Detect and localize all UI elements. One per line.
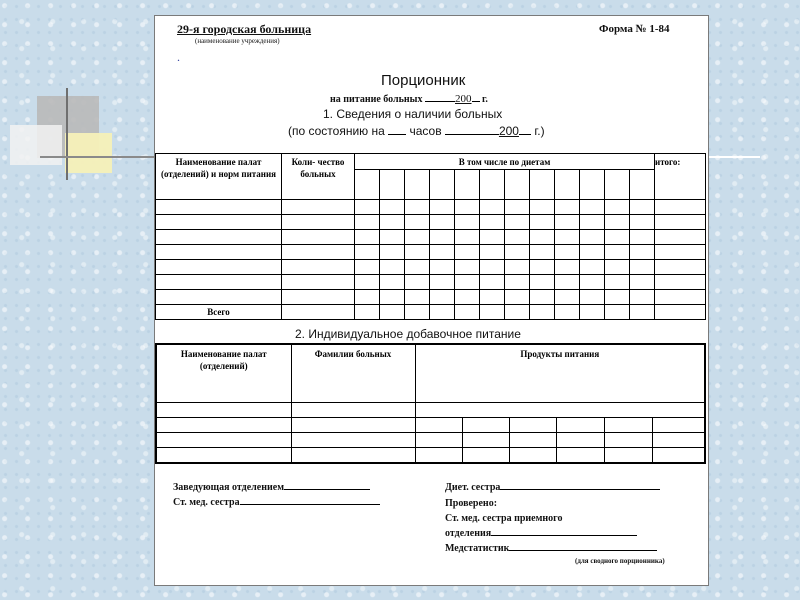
supplementary-table <box>155 343 706 464</box>
table-cell <box>505 215 530 230</box>
table-cell <box>555 260 580 275</box>
total-cell <box>455 305 480 320</box>
table-cell <box>580 260 605 275</box>
total-cell <box>430 305 455 320</box>
head-of-dept-label: Заведующая отделением <box>173 482 285 493</box>
table-row <box>156 402 705 417</box>
table-cell <box>530 290 555 305</box>
table-row <box>156 290 706 305</box>
table-cell <box>156 432 291 447</box>
table-cell <box>380 245 405 260</box>
table-cell <box>604 432 652 447</box>
total-cell <box>355 305 380 320</box>
table-cell <box>380 260 405 275</box>
institution-caption: (наименование учреждения) <box>195 37 280 45</box>
table-cell <box>405 260 430 275</box>
table-cell <box>652 447 705 463</box>
total-cell <box>555 305 580 320</box>
form-sheet <box>154 15 709 586</box>
table-cell <box>630 290 655 305</box>
table-cell <box>605 290 630 305</box>
section1-status <box>288 124 545 138</box>
head-nurse-label: Ст. мед. сестра <box>173 497 240 508</box>
decor-square-yellow <box>65 133 112 173</box>
total-cell <box>282 305 355 320</box>
table-cell <box>430 245 455 260</box>
table-cell <box>282 275 355 290</box>
subtitle-blank <box>425 101 455 102</box>
dot-mark: . <box>177 50 180 64</box>
table-cell <box>505 260 530 275</box>
table-cell <box>282 290 355 305</box>
table-cell <box>282 200 355 215</box>
decor-vertical-line <box>66 88 68 180</box>
table-cell <box>652 417 705 432</box>
diet-cell <box>530 170 555 200</box>
table-cell <box>156 215 282 230</box>
table1-body <box>156 200 706 305</box>
table-row <box>156 432 705 447</box>
table-cell <box>462 447 509 463</box>
table-row <box>156 245 706 260</box>
table-cell <box>556 447 604 463</box>
diet-cell <box>430 170 455 200</box>
table-cell <box>555 215 580 230</box>
status-time-blank <box>445 134 499 135</box>
subtitle-year-blank <box>472 101 480 102</box>
table-cell <box>355 260 380 275</box>
table-cell <box>556 432 604 447</box>
table-cell <box>655 245 706 260</box>
statistician-label: Медстатистик <box>445 543 510 554</box>
total-cell <box>480 305 505 320</box>
table-cell <box>462 432 509 447</box>
diet-cell <box>555 170 580 200</box>
total-cell <box>655 305 706 320</box>
table-cell <box>630 215 655 230</box>
table-cell <box>655 290 706 305</box>
total-cell <box>380 305 405 320</box>
t2-col-products-header: Продукты питания <box>415 344 705 402</box>
admission-dept-line <box>491 535 637 536</box>
table-cell <box>605 275 630 290</box>
table-cell <box>405 245 430 260</box>
table-cell <box>455 260 480 275</box>
table-row <box>156 215 706 230</box>
diet-nurse-line <box>500 489 660 490</box>
table-cell <box>530 260 555 275</box>
table-cell <box>509 432 556 447</box>
institution-name: 29-я городская больница <box>177 22 312 36</box>
sig-admission-dept <box>445 528 637 539</box>
total-cell <box>630 305 655 320</box>
status-suffix: г.) <box>534 124 545 138</box>
subtitle-suffix: г. <box>482 94 488 105</box>
total-cell <box>605 305 630 320</box>
table-cell <box>605 245 630 260</box>
table-cell <box>415 432 462 447</box>
sig-statistician <box>445 543 657 554</box>
sig-diet-nurse <box>445 482 660 493</box>
table-cell <box>430 215 455 230</box>
table-cell <box>156 290 282 305</box>
table-row <box>156 230 706 245</box>
status-year: 200 <box>498 124 519 138</box>
status-hours: часов <box>409 124 442 138</box>
col-name-header: Наименование палат (отделений) и норм питания <box>156 154 282 200</box>
table-cell <box>405 215 430 230</box>
table-cell <box>430 230 455 245</box>
table-cell <box>555 275 580 290</box>
table-cell <box>530 245 555 260</box>
table-cell <box>455 290 480 305</box>
table-cell <box>505 200 530 215</box>
table-cell <box>156 230 282 245</box>
table-cell <box>455 200 480 215</box>
table-cell <box>430 200 455 215</box>
table-cell <box>355 215 380 230</box>
table-cell <box>480 215 505 230</box>
table-cell <box>156 245 282 260</box>
table-cell <box>604 417 652 432</box>
table-cell <box>430 275 455 290</box>
table-cell <box>556 417 604 432</box>
table-cell <box>530 215 555 230</box>
table-cell <box>430 260 455 275</box>
table-cell <box>630 245 655 260</box>
table-cell <box>509 417 556 432</box>
diet-cell <box>405 170 430 200</box>
form-title: Порционник <box>381 72 466 89</box>
table-cell <box>605 230 630 245</box>
table-cell <box>630 200 655 215</box>
table-cell <box>355 230 380 245</box>
table-cell <box>530 230 555 245</box>
status-year-blank <box>519 134 531 135</box>
table-cell <box>555 290 580 305</box>
patients-table <box>155 153 706 320</box>
table-cell <box>455 245 480 260</box>
diet-cell <box>630 170 655 200</box>
head-nurse-line <box>240 504 380 505</box>
table-cell <box>605 200 630 215</box>
diet-cell <box>380 170 405 200</box>
table-cell <box>655 275 706 290</box>
table-cell <box>282 245 355 260</box>
table-cell <box>415 402 705 417</box>
summary-note: (для сводного порционника) <box>575 557 665 565</box>
table-cell <box>282 230 355 245</box>
diet-cell <box>480 170 505 200</box>
table1-total-row <box>156 305 706 320</box>
table-cell <box>505 245 530 260</box>
subtitle-prefix: на питание больных <box>330 94 423 105</box>
table-cell <box>405 275 430 290</box>
t2-col-name-header: Наименование палат (отделений) <box>156 344 291 402</box>
table-cell <box>580 290 605 305</box>
table-cell <box>655 200 706 215</box>
t2-col-surnames-header: Фамилии больных <box>291 344 415 402</box>
table-cell <box>630 260 655 275</box>
decor-right-line <box>708 156 760 158</box>
table-cell <box>480 230 505 245</box>
table-cell <box>580 200 605 215</box>
table-cell <box>156 200 282 215</box>
table-cell <box>291 402 415 417</box>
total-cell <box>530 305 555 320</box>
table-cell <box>156 447 291 463</box>
table-cell <box>380 275 405 290</box>
col-total-header: итого: <box>655 154 706 200</box>
table-cell <box>555 245 580 260</box>
sig-head-of-dept <box>173 482 370 493</box>
table-cell <box>630 275 655 290</box>
table-cell <box>480 275 505 290</box>
table-cell <box>430 290 455 305</box>
col-diets-header: В том числе по диетам <box>355 154 655 170</box>
decor-square-white <box>10 125 62 165</box>
table-cell <box>555 200 580 215</box>
table-cell <box>405 200 430 215</box>
sig-admission-nurse: Ст. мед. сестра приемного <box>445 513 563 524</box>
table-cell <box>156 402 291 417</box>
table-row <box>156 275 706 290</box>
status-prefix: (по состоянию на <box>288 124 385 138</box>
table-cell <box>380 215 405 230</box>
subtitle-year: 200 <box>455 93 472 105</box>
table-cell <box>291 417 415 432</box>
table-cell <box>291 447 415 463</box>
table-cell <box>505 290 530 305</box>
total-label: Всего <box>156 305 282 320</box>
table-cell <box>455 215 480 230</box>
section1-title: 1. Сведения о наличии больных <box>323 107 503 121</box>
table-cell <box>509 447 556 463</box>
decor-horizontal-line <box>40 156 165 158</box>
table-cell <box>405 290 430 305</box>
table-cell <box>652 432 705 447</box>
table-cell <box>580 215 605 230</box>
table-cell <box>555 230 580 245</box>
table-cell <box>282 215 355 230</box>
table-cell <box>630 230 655 245</box>
admission-dept-label: отделения <box>445 528 492 539</box>
table-row <box>156 200 706 215</box>
table-row <box>156 447 705 463</box>
table-cell <box>505 275 530 290</box>
table-cell <box>580 230 605 245</box>
total-cell <box>580 305 605 320</box>
table-cell <box>156 260 282 275</box>
table-cell <box>415 447 462 463</box>
table-cell <box>655 230 706 245</box>
table-cell <box>530 200 555 215</box>
table-cell <box>480 260 505 275</box>
table-cell <box>156 275 282 290</box>
sig-head-nurse <box>173 497 380 508</box>
table-cell <box>604 447 652 463</box>
table-cell <box>480 200 505 215</box>
total-cell <box>505 305 530 320</box>
col-count-header: Коли- чество больных <box>282 154 355 200</box>
table-cell <box>355 275 380 290</box>
table-cell <box>355 200 380 215</box>
table-cell <box>655 215 706 230</box>
table-cell <box>415 417 462 432</box>
table-cell <box>655 260 706 275</box>
section2-title: 2. Индивидуальное добавочное питание <box>295 327 521 341</box>
table-cell <box>380 290 405 305</box>
table-cell <box>455 275 480 290</box>
diet-cell <box>355 170 380 200</box>
table-cell <box>455 230 480 245</box>
table-cell <box>530 275 555 290</box>
table-cell <box>480 245 505 260</box>
table-cell <box>355 290 380 305</box>
diet-cell <box>505 170 530 200</box>
table-cell <box>605 215 630 230</box>
table-cell <box>380 200 405 215</box>
table-cell <box>405 230 430 245</box>
total-cell <box>405 305 430 320</box>
table-cell <box>580 275 605 290</box>
diet-cell <box>455 170 480 200</box>
table-cell <box>480 290 505 305</box>
status-date-blank <box>388 134 406 135</box>
diet-cell <box>580 170 605 200</box>
diet-nurse-label: Диет. сестра <box>445 482 501 493</box>
table2-header-row <box>156 344 705 402</box>
table-row <box>156 417 705 432</box>
form-number: Форма № 1-84 <box>599 23 670 35</box>
table-cell <box>380 230 405 245</box>
table-row <box>156 260 706 275</box>
diet-cell <box>605 170 630 200</box>
sig-checked: Проверено: <box>445 498 498 509</box>
table-cell <box>605 260 630 275</box>
table2-body <box>156 402 705 463</box>
table-cell <box>291 432 415 447</box>
table-cell <box>156 417 291 432</box>
table-cell <box>355 245 380 260</box>
table-cell <box>282 260 355 275</box>
subtitle <box>330 93 488 105</box>
table1-header-row <box>156 154 706 170</box>
table-cell <box>580 245 605 260</box>
statistician-line <box>509 550 657 551</box>
head-of-dept-line <box>284 489 370 490</box>
table-cell <box>505 230 530 245</box>
table-cell <box>462 417 509 432</box>
